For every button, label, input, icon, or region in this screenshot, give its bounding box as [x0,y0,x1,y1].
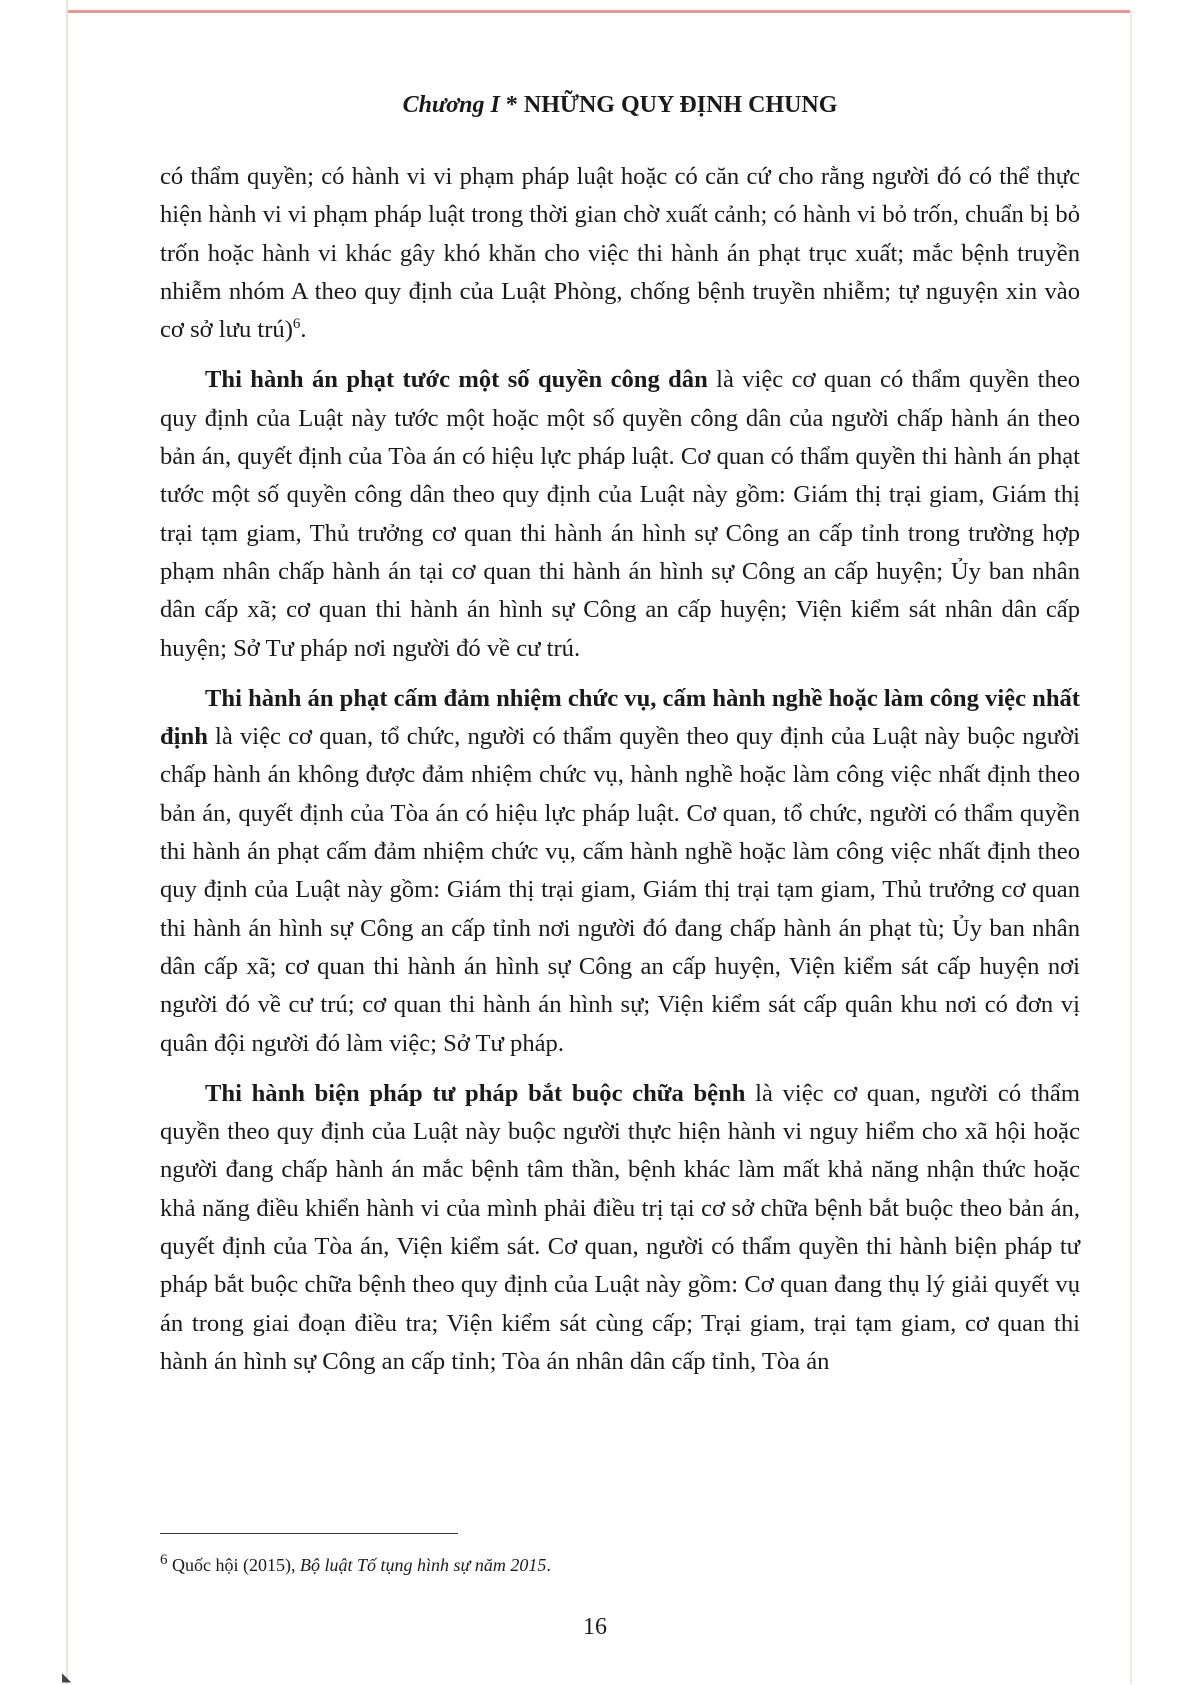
paragraph-text: có thẩm quyền; có hành vi vi phạm pháp luật hoặc có căn cứ cho rằng người đó có thể thực hiện hành vi vi phạm pháp luật trong thời gian chờ xuất cảnh; có hành vi bỏ trốn, chuẩn bị bỏ trốn hoặc hành vi khác gây khó khăn cho việc thi hành án phạt trục xuất; mắc bệnh truyền nhiễm nhóm A theo quy định của Luật Phòng, chống bệnh truyền nhiễm; tự nguyện xin vào cơ sở lưu trú) [160,163,1080,344]
running-header [160,92,1080,119]
paragraph-end: . [300,316,307,344]
footnote [160,1552,1060,1578]
body-text [160,158,1080,1393]
header-separator: * [499,92,524,118]
chapter-title: NHỮNG QUY ĐỊNH CHUNG [523,92,838,118]
paragraph-compulsory-treatment [160,1075,1080,1381]
footnote-end: . [546,1555,551,1575]
chapter-label: Chương I [402,92,500,118]
term-heading: Thi hành án phạt tước một số quyền công dân [205,366,708,394]
paragraph-civil-rights [160,361,1080,667]
footnote-author: Quốc hội (2015), [167,1555,300,1575]
page-right-edge [1130,10,1132,1684]
paragraph-text: là việc cơ quan có thẩm quyền theo quy định của Luật này tước một hoặc một số quyền công dân của người chấp hành án theo bản án, quyết định của Tòa án có hiệu lực pháp luật. Cơ quan có thẩm quyền thi hành án phạt tước một số quyền công dân theo quy định của Luật này gồm: Giám thị trại giam, Giám thị trại tạm giam, Thủ trưởng cơ quan thi hành án hình sự Công an cấp tỉnh trong trường hợp phạm nhân chấp hành án tại cơ quan thi hành án hình sự Công an cấp huyện; Ủy ban nhân dân cấp xã; cơ quan thi hành án hình sự Công an cấp huyện; Viện kiểm sát nhân dân cấp huyện; Sở Tư pháp nơi người đó về cư trú. [160,366,1080,662]
footnote-title: Bộ luật Tố tụng hình sự năm 2015 [299,1555,547,1575]
term-heading: Thi hành án phạt cấm đảm nhiệm chức vụ, cấm hành nghề hoặc làm công việc nhất định [160,684,1080,751]
paragraph-text: là việc cơ quan, tổ chức, người có thẩm quyền theo quy định của Luật này buộc người chấp hành án không được đảm nhiệm chức vụ, hành nghề hoặc làm công việc nhất định theo bản án, quyết định của Tòa án có hiệu lực pháp luật. Cơ quan, tổ chức, người có thẩm quyền thi hành án phạt cấm đảm nhiệm chức vụ, cấm hành nghề hoặc làm công việc nhất định theo quy định của Luật này gồm: Giám thị trại giam, Giám thị trại tạm giam, Thủ trưởng cơ quan thi hành án hình sự Công an cấp tỉnh nơi người đó đang chấp hành án phạt tù; Ủy ban nhân dân cấp xã; cơ quan thi hành án hình sự Công an cấp huyện, Viện kiểm sát cấp huyện nơi người đó về cư trú; cơ quan thi hành án hình sự; Viện kiểm sát cấp quân khu nơi có đơn vị quân đội người đó làm việc; Sở Tư pháp. [160,723,1080,1057]
footnote-divider [160,1533,458,1534]
paragraph-text: là việc cơ quan, người có thẩm quyền theo quy định của Luật này buộc người thực hiện hành vi nguy hiểm cho xã hội hoặc người đang chấp hành án mắc bệnh tâm thần, bệnh khác làm mất khả năng nhận thức hoặc khả năng điều khiển hành vi của mình phải điều trị tại cơ sở chữa bệnh bắt buộc theo bản án, quyết định của Tòa án, Viện kiểm sát. Cơ quan, người có thẩm quyền thi hành biện pháp tư pháp bắt buộc chữa bệnh theo quy định của Luật này gồm: Cơ quan đang thụ lý giải quyết vụ án trong giai đoạn điều tra; Viện kiểm sát cùng cấp; Trại giam, trại tạm giam, cơ quan thi hành án hình sự Công an cấp tỉnh; Tòa án nhân dân cấp tỉnh, Tòa án [160,1079,1080,1375]
corner-triangle-icon: ◣ [62,1670,72,1684]
page-left-edge [66,0,68,1684]
footnote-reference: 6 [292,316,301,332]
paragraph-continuation [160,158,1080,349]
page-number: 16 [583,1614,607,1640]
footnote-number: 6 [160,1552,168,1568]
page-top-edge [66,0,1132,13]
paragraph-position-ban [160,680,1080,1063]
term-heading: Thi hành biện pháp tư pháp bắt buộc chữa bệnh [205,1079,746,1107]
